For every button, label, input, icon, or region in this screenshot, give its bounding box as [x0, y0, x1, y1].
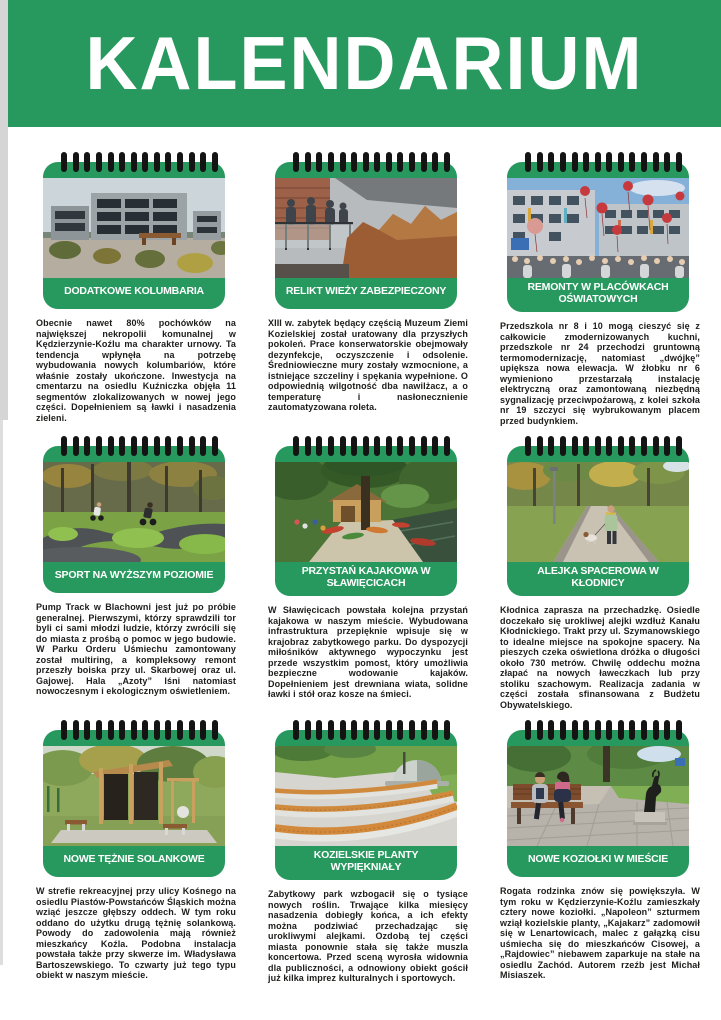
card-nowe-koziolki [500, 720, 700, 1004]
spiral-ring [641, 436, 647, 456]
spiral-ring [537, 720, 543, 740]
spiral-ring [84, 720, 90, 740]
spiral-ring [131, 436, 137, 456]
spiral-ring [432, 720, 438, 740]
spiral-ring [142, 720, 148, 740]
spiral-ring [595, 152, 601, 172]
spiral-ring [73, 152, 79, 172]
card-body: Pump Track w Blachowni jest już po próbie generalnej. Pierwszymi, którzy sprawdzili tor byli ci sami młodzi ludzie, którzy zwrócili się do miasta z prośbą o pomoc w jego budowie. W Parku Orderu Uśmiechu zamontowany został multiring, a kompleksowy remont przeszły boiska przy ul. Skarbowej oraz ul. Gajowej. Hala „Azoty” lśni natomiast nowoczesnym i ekologicznym oświetleniem. [36, 602, 236, 697]
museum-relic-photo [275, 178, 457, 278]
spiral-ring [606, 152, 612, 172]
spiral-ring [618, 152, 624, 172]
notepad [507, 446, 689, 596]
spiral-ring [61, 720, 67, 740]
spiral-ring [525, 152, 531, 172]
spiral-binding [500, 152, 700, 172]
notepad [275, 162, 457, 309]
spiral-ring [595, 436, 601, 456]
cards-grid [36, 152, 700, 1004]
kayak-marina-photo [275, 462, 457, 562]
spiral-ring [119, 436, 125, 456]
spiral-ring [653, 720, 659, 740]
spiral-binding [36, 720, 236, 740]
spiral-ring [432, 152, 438, 172]
spiral-ring [397, 436, 403, 456]
card-title: RELIKT WIEŻY ZABEZPIECZONY [285, 285, 447, 298]
spiral-ring [305, 152, 311, 172]
graduation-tower-photo [43, 746, 225, 846]
spiral-ring [409, 720, 415, 740]
spiral-binding [36, 152, 236, 172]
spiral-ring [61, 152, 67, 172]
page-title: KALENDARIUM [85, 21, 644, 106]
card-title: DODATKOWE KOLUMBARIA [64, 285, 204, 298]
spiral-ring [397, 152, 403, 172]
spiral-ring [177, 436, 183, 456]
spiral-ring [189, 720, 195, 740]
card-title: KOZIELSKIE PLANTY WYPIĘKNIAŁY [313, 849, 419, 874]
spiral-binding [268, 152, 468, 172]
spiral-ring [606, 720, 612, 740]
notepad [275, 446, 457, 596]
spiral-ring [84, 436, 90, 456]
spiral-ring [629, 720, 635, 740]
card-teznie-solankowe [36, 720, 236, 1004]
card-body: Rogata rodzinka znów się powiększyła. W tym roku w Kędzierzynie-Koźlu zamieszkały cztery nowe koziołki. „Napoleon” szturmem wziął kozielskie planty, „Kajakarz” zadomowił się w Lenartowicach, malec z gałązką cisu uśmiecha się do mieszkańców Cisowej, a „Rajdowiec” niebawem zaparkuje na stałe na osiedlu Zachód. Autorem rzeźb jest Michał Misiaszek. [500, 886, 700, 981]
spiral-ring [189, 152, 195, 172]
spiral-ring [653, 436, 659, 456]
spiral-ring [444, 720, 450, 740]
notepad [43, 162, 225, 309]
spiral-binding [500, 436, 700, 456]
spiral-ring [374, 720, 380, 740]
spiral-ring [572, 720, 578, 740]
spiral-ring [653, 152, 659, 172]
spiral-ring [293, 152, 299, 172]
notepad [507, 162, 689, 312]
spiral-binding [36, 436, 236, 456]
spiral-ring [629, 436, 635, 456]
spiral-ring [386, 720, 392, 740]
notepad [507, 730, 689, 877]
notepad [43, 730, 225, 877]
spiral-ring [131, 152, 137, 172]
spiral-ring [108, 720, 114, 740]
spiral-ring [316, 720, 322, 740]
spiral-ring [165, 152, 171, 172]
spiral-ring [664, 152, 670, 172]
spiral-ring [583, 152, 589, 172]
spiral-ring [386, 436, 392, 456]
spiral-ring [154, 720, 160, 740]
spiral-ring [316, 152, 322, 172]
spiral-ring [641, 720, 647, 740]
card-sport-poziom [36, 436, 236, 720]
spiral-ring [340, 436, 346, 456]
spiral-ring [96, 720, 102, 740]
spiral-ring [606, 436, 612, 456]
spiral-ring [119, 720, 125, 740]
spiral-ring [444, 436, 450, 456]
spiral-ring [142, 152, 148, 172]
spiral-ring [363, 720, 369, 740]
spiral-ring [676, 152, 682, 172]
spiral-ring [189, 436, 195, 456]
spiral-binding [500, 720, 700, 740]
spiral-ring [351, 436, 357, 456]
spiral-ring [305, 720, 311, 740]
spiral-ring [165, 720, 171, 740]
spiral-ring [200, 152, 206, 172]
spiral-ring [200, 436, 206, 456]
spiral-ring [328, 152, 334, 172]
goat-statue-photo [507, 746, 689, 846]
spiral-ring [165, 436, 171, 456]
card-przystan-kajakowa [268, 436, 468, 720]
pump-track-photo [43, 462, 225, 562]
card-body: Zabytkowy park wzbogacił się o tysiące nowych roślin. Trwające kilka miesięcy nasadzenia dobiegły końca, a ich efekty można podziwiać przechadzając się urokliwymi alejkami. Ozdobą tej części miasta ponownie stała się także muszla koncertowa. Przed sceną wyrosła widownia dla publiczności, a odnowiony obiekt gościł już kilka imprez kulturalnych i sportowych. [268, 889, 468, 984]
spiral-ring [421, 436, 427, 456]
spiral-ring [351, 720, 357, 740]
spiral-ring [61, 436, 67, 456]
masthead-banner [8, 0, 721, 127]
spiral-ring [595, 720, 601, 740]
card-alejka-spacerowa [500, 436, 700, 720]
card-remonty-placowki [500, 152, 700, 436]
card-body: Przedszkola nr 8 i 10 mogą cieszyć się z całkowicie zmodernizowanych kuchni, przedszkole nr 24 przechodzi gruntowną termomodernizację, natomiast „dwójkę” upiększa nowa elewacja. W żłobku nr 6 wymieniono przestarzałą instalację elektryczną oraz zamontowaną niezbędną sygnalizację przeciwpożarową, z kolei szkoła nr 19 szczyci się wybrukowanym placem przed budynkiem. [500, 321, 700, 426]
spiral-ring [560, 152, 566, 172]
columbarium-photo [43, 178, 225, 278]
spiral-ring [676, 436, 682, 456]
spiral-ring [421, 152, 427, 172]
spiral-ring [328, 720, 334, 740]
spiral-binding [268, 720, 468, 740]
spiral-ring [96, 436, 102, 456]
card-title: NOWE KOZIOŁKI W MIEŚCIE [527, 853, 669, 866]
spiral-ring [572, 436, 578, 456]
spiral-ring [409, 436, 415, 456]
spiral-ring [572, 152, 578, 172]
spiral-ring [154, 436, 160, 456]
spiral-ring [560, 436, 566, 456]
spiral-ring [548, 436, 554, 456]
spiral-ring [432, 436, 438, 456]
spiral-ring [305, 436, 311, 456]
card-body: Obecnie nawet 80% pochówków na największej nekropolii komunalnej w Kędzierzynie-Koźlu ma charakter urnowy. Ta tendencja wpłynęła na potrzebę wybudowania nowych kolumbariów, które właśnie zostały ukończone. Inwestycja na cmentarzu na osiedlu Kuźniczka objęła 11 segmentów zlokalizowanych w nowej jego części. Dopełnieniem są ławki i nasadzenia zieleni. [36, 318, 236, 423]
spiral-ring [583, 436, 589, 456]
spiral-ring [212, 436, 218, 456]
spiral-ring [444, 152, 450, 172]
scan-edge-line [0, 420, 3, 965]
spiral-ring [340, 152, 346, 172]
card-title: SPORT NA WYŻSZYM POZIOMIE [54, 569, 214, 582]
spiral-ring [537, 152, 543, 172]
card-body: W Sławięcicach powstała kolejna przystań kajakowa w naszym mieście. Wybudowana infrastruktura przepięknie wpisuje się w krajobraz zabytkowego parku. Do dyspozycji miłośników aktywnego wypoczynku jest przede wszystkim pomost, który umożliwia bezpieczne wodowanie kajaków. Dopełnieniem jest drewniana wiata, solidne ławki i stół oraz kosze na śmieci. [268, 605, 468, 700]
spiral-ring [212, 152, 218, 172]
card-body: W strefie rekreacyjnej przy ulicy Kośnego na osiedlu Piastów-Powstańców Śląskich można wziąć jeszcze głębszy oddech. W tym roku oddano do użytku drugą tężnię solankową. Powody do zadowolenia mają również mieszkańcy Koźla. Podobna instalacja powstała także przy skwerze im. Władysława Bartoszewskiego. To czwarty już tego typu obiekt w naszym mieście. [36, 886, 236, 981]
spiral-ring [583, 720, 589, 740]
spiral-ring [397, 720, 403, 740]
spiral-ring [212, 720, 218, 740]
spiral-ring [316, 436, 322, 456]
spiral-ring [525, 720, 531, 740]
spiral-ring [525, 436, 531, 456]
spiral-ring [618, 720, 624, 740]
spiral-ring [200, 720, 206, 740]
spiral-ring [351, 152, 357, 172]
spiral-ring [374, 152, 380, 172]
spiral-ring [363, 152, 369, 172]
spiral-ring [84, 152, 90, 172]
spiral-ring [131, 720, 137, 740]
card-relikt-wiezy [268, 152, 468, 436]
card-body: XIII w. zabytek będący częścią Muzeum Ziemi Kozielskiej został uratowany dla przyszłych pokoleń. Prace konserwatorskie obejmowały dezynfekcje, oczyszczenie i odsolenie. Średniowieczne mury zostały wzmocnione, a istniejące szczeliny i spękania wypełnione. O odpowiednią wilgotność dba nawilżacz, a o temperaturę i nasłonecznienie zautomatyzowana roleta. [268, 318, 468, 413]
spiral-ring [560, 720, 566, 740]
spiral-ring [641, 152, 647, 172]
card-title: NOWE TĘŻNIE SOLANKOWE [63, 853, 205, 866]
notepad [43, 446, 225, 593]
scan-edge-strip [0, 0, 8, 420]
spiral-ring [386, 152, 392, 172]
spiral-ring [664, 436, 670, 456]
spiral-binding [268, 436, 468, 456]
spiral-ring [119, 152, 125, 172]
spiral-ring [177, 720, 183, 740]
card-body: Kłodnica zaprasza na przechadzkę. Osiedle doczekało się urokliwej alejki wzdłuż Kanału Kłodnickiego. Trakt przy ul. Szymanowskiego to idealne miejsce na spokojne spacery. Na pieszych czeka oświetlona dróżka o długości około 730 metrów. Chwilę oddechu można złapać na nowych ławeczkach lub przy stoliku szachowym. Realizacja zadania w części została sfinansowana z Budżetu Obywatelskiego. [500, 605, 700, 710]
card-kozielskie-planty [268, 720, 468, 1004]
spiral-ring [618, 436, 624, 456]
spiral-ring [374, 436, 380, 456]
spiral-ring [142, 436, 148, 456]
spiral-ring [363, 436, 369, 456]
spiral-ring [96, 152, 102, 172]
spiral-ring [664, 720, 670, 740]
spiral-ring [629, 152, 635, 172]
spiral-ring [340, 720, 346, 740]
spiral-ring [108, 436, 114, 456]
spiral-ring [293, 436, 299, 456]
spiral-ring [154, 152, 160, 172]
card-title: ALEJKA SPACEROWA W KŁODNICY [537, 565, 659, 590]
card-title: PRZYSTAŃ KAJAKOWA W SŁAWIĘCICACH [301, 565, 431, 590]
spiral-ring [108, 152, 114, 172]
spiral-ring [293, 720, 299, 740]
spiral-ring [548, 720, 554, 740]
spiral-ring [73, 436, 79, 456]
card-title: REMONTY W PLACÓWKACH OŚWIATOWYCH [527, 281, 669, 306]
spiral-ring [409, 152, 415, 172]
spiral-ring [328, 436, 334, 456]
card-dodatkowe-kolumbaria [36, 152, 236, 436]
school-balloons-photo [507, 178, 689, 278]
spiral-ring [177, 152, 183, 172]
spiral-ring [73, 720, 79, 740]
park-amphitheatre-photo [275, 746, 457, 846]
spiral-ring [537, 436, 543, 456]
spiral-ring [548, 152, 554, 172]
spiral-ring [676, 720, 682, 740]
spiral-ring [421, 720, 427, 740]
notepad [275, 730, 457, 880]
walking-path-photo [507, 462, 689, 562]
